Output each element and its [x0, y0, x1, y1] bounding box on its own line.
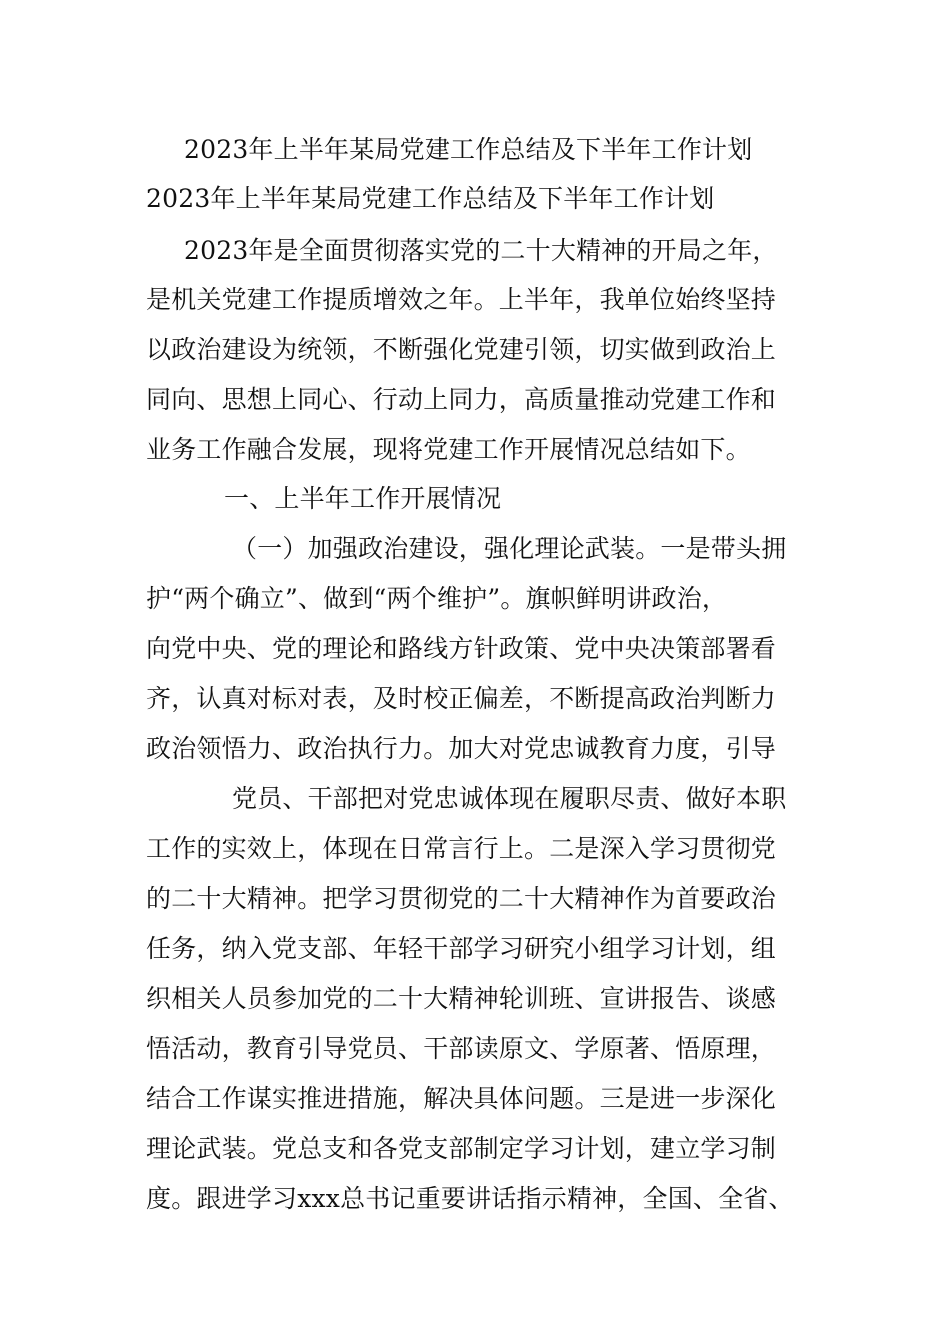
- body-line-19: 理论武装。党总支和各党支部制定学习计划，建立学习制: [146, 1134, 777, 1163]
- body-line-17: 悟活动，教育引导党员、干部读原文、学原著、悟原理，: [146, 1034, 777, 1063]
- body-line-10: 齐，认真对标对表，及时校正偏差，不断提高政治判断力: [146, 684, 777, 713]
- body-line-11: 政治领悟力、政治执行力。加大对党忠诚教育力度，引导: [146, 734, 777, 763]
- body-line-2: 是机关党建工作提质增效之年。上半年，我单位始终坚持: [146, 285, 777, 314]
- body-line-16: 织相关人员参加党的二十大精神轮训班、宣讲报告、谈感: [146, 984, 777, 1013]
- body-line-18: 结合工作谋实推进措施，解决具体问题。三是进一步深化: [146, 1084, 777, 1113]
- body-line-9: 向党中央、党的理论和路线方针政策、党中央决策部署看: [146, 634, 777, 663]
- body-line-1: 2023年是全面贯彻落实党的二十大精神的开局之年，: [184, 236, 778, 265]
- body-line-20: 度。跟进学习xxx总书记重要讲话指示精神，全国、全省、: [146, 1184, 794, 1213]
- body-line-5: 业务工作融合发展，现将党建工作开展情况总结如下。: [146, 435, 751, 464]
- body-line-12: 党员、干部把对党忠诚体现在履职尽责、做好本职: [232, 784, 787, 813]
- body-line-8: 护“两个确立”、做到“两个维护”。旗帜鲜明讲政治，: [146, 584, 728, 613]
- body-line-7: （一）加强政治建设，强化理论武装。一是带头拥: [232, 534, 787, 563]
- body-line-3: 以政治建设为统领，不断强化党建引领，切实做到政治上: [146, 335, 777, 364]
- body-line-14: 的二十大精神。把学习贯彻党的二十大精神作为首要政治: [146, 884, 777, 913]
- body-line-15: 任务，纳入党支部、年轻干部学习研究小组学习计划，组: [146, 934, 777, 963]
- document-title-line-2: 2023年上半年某局党建工作总结及下半年工作计划: [146, 184, 715, 213]
- section-heading: 一、上半年工作开展情况: [224, 484, 502, 513]
- document-title-line-1: 2023年上半年某局党建工作总结及下半年工作计划: [184, 135, 753, 164]
- body-line-4: 同向、思想上同心、行动上同力，高质量推动党建工作和: [146, 385, 777, 414]
- body-line-13: 工作的实效上，体现在日常言行上。二是深入学习贯彻党: [146, 834, 777, 863]
